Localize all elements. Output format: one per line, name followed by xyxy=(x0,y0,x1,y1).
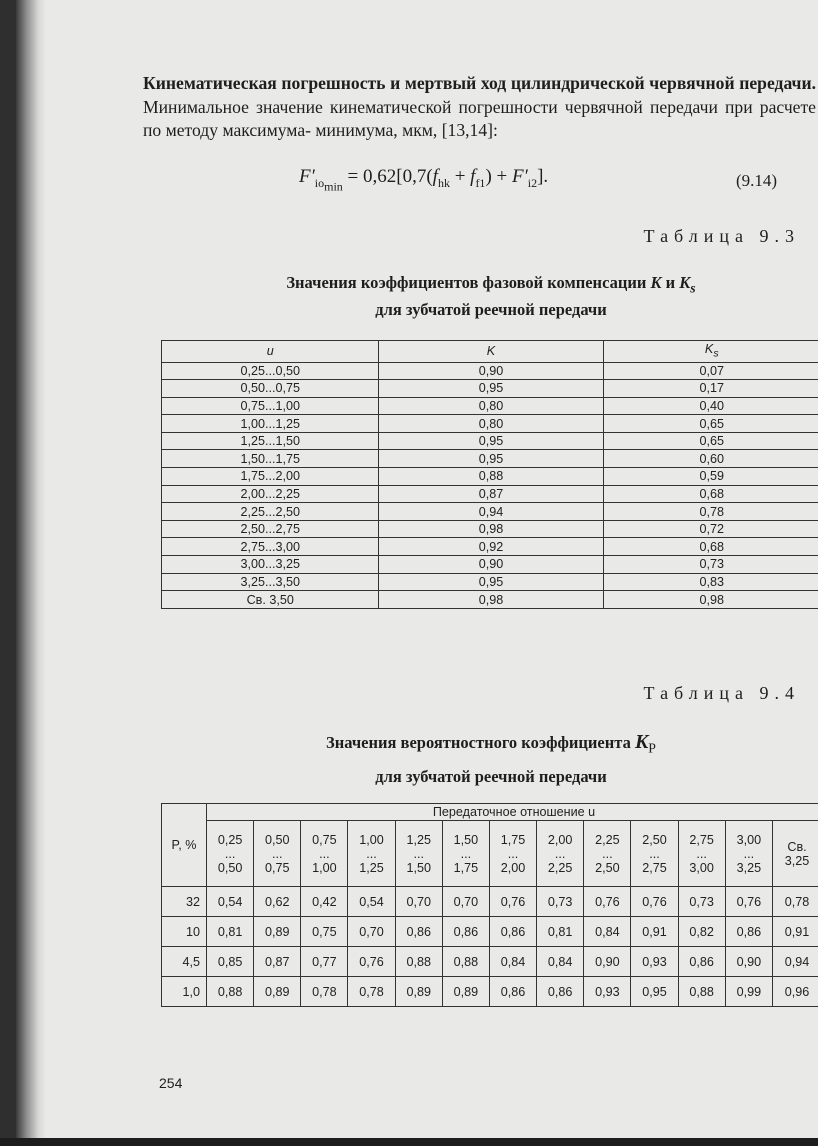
table-row xyxy=(162,468,818,486)
range-part: 2,00 xyxy=(500,860,526,875)
range-header xyxy=(631,821,678,887)
table-cell: 0,95 xyxy=(379,380,603,398)
range-part: 3,25 xyxy=(736,860,762,875)
range-part: Св. xyxy=(787,839,807,854)
range-part: ... xyxy=(507,846,519,861)
table-cell: 0,86 xyxy=(489,917,536,947)
table-cell: 0,89 xyxy=(254,977,301,1007)
p-cell: 10 xyxy=(162,917,207,947)
table-cell: 0,80 xyxy=(379,415,603,433)
table-cell: 0,88 xyxy=(442,947,489,977)
table-cell: 0,76 xyxy=(584,887,631,917)
table-cell: 0,90 xyxy=(725,947,772,977)
range-part: 1,50 xyxy=(406,860,431,875)
table-cell: 0,86 xyxy=(442,917,489,947)
table-9-3-title-ks: K xyxy=(679,273,691,292)
p-cell: 32 xyxy=(162,887,207,917)
table-cell: 2,00...2,25 xyxy=(162,485,379,503)
table-cell: 0,88 xyxy=(207,977,254,1007)
p-cell: 4,5 xyxy=(162,947,207,977)
table-9-4-header-row-2 xyxy=(162,821,818,887)
table-cell: 0,86 xyxy=(678,947,725,977)
intro-bold-lead: Кинематическая погрешность и мертвый ход цилиндрической червячной передачи. xyxy=(143,73,816,93)
range-part: ... xyxy=(743,846,755,861)
intro-paragraph xyxy=(143,72,816,143)
table-cell: 0,95 xyxy=(379,432,603,450)
table-cell: 0,65 xyxy=(603,432,818,450)
table-cell: 0,98 xyxy=(379,520,603,538)
table-cell: 0,96 xyxy=(773,977,818,1007)
table-row xyxy=(162,887,818,917)
table-cell: 0,87 xyxy=(254,947,301,977)
range-header xyxy=(301,821,348,887)
table-row xyxy=(162,977,818,1007)
table-cell: 0,91 xyxy=(631,917,678,947)
page-bottom-edge xyxy=(0,1138,818,1146)
table-cell: 1,75...2,00 xyxy=(162,468,379,486)
table-row xyxy=(162,591,818,609)
range-part: 1,25 xyxy=(406,832,431,847)
formula-lhs-subsub: min xyxy=(324,179,343,194)
range-part: 2,50 xyxy=(642,832,667,847)
range-part: 1,00 xyxy=(359,832,384,847)
table-cell: 0,78 xyxy=(301,977,348,1007)
table-row xyxy=(162,538,818,556)
range-part: 0,25 xyxy=(217,832,243,847)
range-part: 1,75 xyxy=(500,832,526,847)
table-cell: 1,00...1,25 xyxy=(162,415,379,433)
header-ks-sub: s xyxy=(713,347,719,360)
table-row xyxy=(162,573,818,591)
formula-plus: + xyxy=(449,166,471,187)
table-cell: 0,73 xyxy=(537,887,584,917)
table-cell: 0,25...0,50 xyxy=(162,362,379,380)
table-cell: 0,80 xyxy=(379,397,603,415)
table-cell: 3,00...3,25 xyxy=(162,556,379,574)
table-cell: 0,88 xyxy=(379,468,603,486)
table-9-4-title-line1: Значения вероятностного коэффициента xyxy=(326,733,635,752)
table-9-3-title xyxy=(161,272,818,321)
range-header xyxy=(395,821,442,887)
header-ks xyxy=(603,341,818,363)
header-gear-ratio: Передаточное отношение u xyxy=(207,804,818,821)
table-cell: 0,82 xyxy=(678,917,725,947)
table-cell: Св. 3,50 xyxy=(162,591,379,609)
table-9-4-title-k: K xyxy=(634,731,649,753)
formula-f2: f xyxy=(470,166,476,187)
table-cell: 0,75 xyxy=(301,917,348,947)
header-k: K xyxy=(379,341,603,363)
page-binding-shadow xyxy=(16,0,46,1138)
table-cell: 0,73 xyxy=(678,887,725,917)
table-cell: 0,70 xyxy=(442,887,489,917)
range-part: 3,00 xyxy=(736,832,762,847)
table-cell: 0,99 xyxy=(725,977,772,1007)
table-9-3-title-ks-sub: s xyxy=(690,280,696,296)
range-part: 2,75 xyxy=(642,860,667,875)
formula-lhs: F′ xyxy=(299,166,315,187)
table-cell: 0,76 xyxy=(725,887,772,917)
table-cell: 0,98 xyxy=(379,591,603,609)
table-cell: 0,62 xyxy=(254,887,301,917)
range-part: ... xyxy=(696,846,707,861)
table-cell: 0,84 xyxy=(489,947,536,977)
table-cell: 0,77 xyxy=(301,947,348,977)
range-part: 1,50 xyxy=(453,832,479,847)
table-cell: 0,42 xyxy=(301,887,348,917)
table-cell: 0,17 xyxy=(603,380,818,398)
table-row xyxy=(162,362,818,380)
table-cell: 1,50...1,75 xyxy=(162,450,379,468)
range-header xyxy=(584,821,631,887)
table-9-4-header-row-1 xyxy=(162,804,818,821)
table-row xyxy=(162,503,818,521)
range-header xyxy=(442,821,489,887)
range-part: ... xyxy=(271,846,283,861)
table-cell: 2,25...2,50 xyxy=(162,503,379,521)
range-part: 2,50 xyxy=(595,860,620,875)
range-header xyxy=(348,821,395,887)
table-cell: 0,50...0,75 xyxy=(162,380,379,398)
table-9-3-header-row xyxy=(162,341,818,363)
table-cell: 0,86 xyxy=(395,917,442,947)
table-cell: 0,60 xyxy=(603,450,818,468)
p-cell: 1,0 xyxy=(162,977,207,1007)
table-cell: 0,91 xyxy=(773,917,818,947)
table-cell: 0,95 xyxy=(379,573,603,591)
table-cell: 0,86 xyxy=(725,917,772,947)
table-9-4-label: Таблица 9.4 xyxy=(643,683,800,703)
range-part: 0,50 xyxy=(217,860,243,875)
formula-9-14 xyxy=(299,166,639,202)
table-cell: 0,88 xyxy=(678,977,725,1007)
table-cell: 0,87 xyxy=(379,485,603,503)
table-9-3-label: Таблица 9.3 xyxy=(643,226,800,246)
table-9-3-title-and: и xyxy=(661,273,680,292)
table-cell: 0,89 xyxy=(395,977,442,1007)
range-part: 0,50 xyxy=(264,832,290,847)
range-part: 3,00 xyxy=(689,860,714,875)
table-row xyxy=(162,380,818,398)
page-number: 254 xyxy=(159,1075,183,1091)
table-9-4-title-line2: для зубчатой реечной передачи xyxy=(375,767,607,787)
table-cell: 0,81 xyxy=(537,917,584,947)
table-cell: 0,68 xyxy=(603,538,818,556)
table-cell: 0,68 xyxy=(603,485,818,503)
range-part: 0,75 xyxy=(264,860,290,875)
table-cell: 0,73 xyxy=(603,556,818,574)
range-header xyxy=(489,821,536,887)
range-part: 1,25 xyxy=(359,860,384,875)
range-part: ... xyxy=(366,846,377,861)
table-cell: 0,59 xyxy=(603,468,818,486)
table-cell: 0,75...1,00 xyxy=(162,397,379,415)
range-part: ... xyxy=(413,846,424,861)
range-part: 0,75 xyxy=(312,832,337,847)
table-cell: 0,94 xyxy=(773,947,818,977)
table-cell: 0,72 xyxy=(603,520,818,538)
formula-f1-sub: hk xyxy=(437,175,450,190)
table-cell: 0,85 xyxy=(207,947,254,977)
table-cell: 0,65 xyxy=(603,415,818,433)
table-9-3-title-line1: Значения коэффициентов фазовой компенсации xyxy=(286,273,651,292)
table-cell: 0,88 xyxy=(395,947,442,977)
formula-lhs-sub: io xyxy=(314,175,325,190)
table-9-3-title-line2: для зубчатой реечной передачи xyxy=(375,300,607,320)
range-header xyxy=(678,821,725,887)
book-page xyxy=(16,0,818,1138)
table-cell: 0,90 xyxy=(379,362,603,380)
table-cell: 0,89 xyxy=(442,977,489,1007)
table-cell: 0,92 xyxy=(379,538,603,556)
table-row xyxy=(162,520,818,538)
table-cell: 0,54 xyxy=(348,887,395,917)
formula-equals: = 0,62[0,7( xyxy=(347,166,433,187)
table-cell: 0,90 xyxy=(584,947,631,977)
range-part: ... xyxy=(602,846,613,861)
range-part: ... xyxy=(224,846,236,861)
table-cell: 0,94 xyxy=(379,503,603,521)
table-row xyxy=(162,485,818,503)
formula-f1: f xyxy=(432,166,438,187)
range-header-last xyxy=(773,821,818,887)
table-cell: 3,25...3,50 xyxy=(162,573,379,591)
range-part: 2,00 xyxy=(547,832,573,847)
range-part: ... xyxy=(649,846,660,861)
table-9-4 xyxy=(161,803,818,1007)
table-cell: 0,83 xyxy=(603,573,818,591)
formula-end: ]. xyxy=(537,166,549,187)
table-cell: 0,76 xyxy=(631,887,678,917)
range-part: 2,25 xyxy=(547,860,573,875)
table-cell: 0,54 xyxy=(207,887,254,917)
table-row xyxy=(162,450,818,468)
range-part: ... xyxy=(554,846,566,861)
table-cell: 2,50...2,75 xyxy=(162,520,379,538)
range-part: 1,75 xyxy=(453,860,479,875)
range-part: 3,25 xyxy=(784,853,810,868)
range-header xyxy=(254,821,301,887)
table-cell: 0,78 xyxy=(603,503,818,521)
table-cell: 2,75...3,00 xyxy=(162,538,379,556)
range-part: ... xyxy=(460,846,472,861)
range-part: 1,00 xyxy=(312,860,337,875)
table-cell: 0,86 xyxy=(489,977,536,1007)
table-cell: 0,98 xyxy=(603,591,818,609)
table-cell: 0,84 xyxy=(584,917,631,947)
table-cell: 0,40 xyxy=(603,397,818,415)
table-9-4-title-k-sub: P xyxy=(648,740,656,756)
table-cell: 0,86 xyxy=(537,977,584,1007)
table-cell: 0,95 xyxy=(379,450,603,468)
table-row xyxy=(162,917,818,947)
table-row xyxy=(162,556,818,574)
range-header xyxy=(537,821,584,887)
formula-f3-sub: i2 xyxy=(527,175,538,190)
formula-f2-sub: f1 xyxy=(475,175,486,190)
table-9-3 xyxy=(161,340,818,609)
range-part: 2,25 xyxy=(595,832,620,847)
table-cell: 1,25...1,50 xyxy=(162,432,379,450)
equation-number: (9.14) xyxy=(736,171,778,190)
table-cell: 0,78 xyxy=(773,887,818,917)
intro-text: Минимальное значение кинематической погрешности червячной передачи при расчете по методу максимума- минимума, мкм, [13,14]: xyxy=(143,96,816,140)
header-u: u xyxy=(162,341,379,363)
table-9-4-title xyxy=(161,728,818,791)
table-cell: 0,76 xyxy=(348,947,395,977)
table-row xyxy=(162,397,818,415)
table-9-3-title-k: K xyxy=(650,273,662,292)
table-cell: 0,78 xyxy=(348,977,395,1007)
table-cell: 0,93 xyxy=(584,977,631,1007)
table-cell: 0,90 xyxy=(379,556,603,574)
range-part: 2,75 xyxy=(689,832,714,847)
table-cell: 0,70 xyxy=(348,917,395,947)
header-p: P, % xyxy=(162,804,207,887)
formula-close-plus: ) + xyxy=(485,166,512,187)
header-ks-symbol: K xyxy=(704,342,714,356)
formula-f3: F′ xyxy=(511,166,528,187)
range-part: ... xyxy=(319,846,330,861)
table-cell: 0,76 xyxy=(489,887,536,917)
table-cell: 0,95 xyxy=(631,977,678,1007)
table-cell: 0,07 xyxy=(603,362,818,380)
table-cell: 0,89 xyxy=(254,917,301,947)
table-cell: 0,84 xyxy=(537,947,584,977)
range-header xyxy=(725,821,772,887)
table-row xyxy=(162,415,818,433)
table-row xyxy=(162,947,818,977)
table-cell: 0,70 xyxy=(395,887,442,917)
table-cell: 0,81 xyxy=(207,917,254,947)
table-row xyxy=(162,432,818,450)
range-header xyxy=(207,821,254,887)
table-cell: 0,93 xyxy=(631,947,678,977)
